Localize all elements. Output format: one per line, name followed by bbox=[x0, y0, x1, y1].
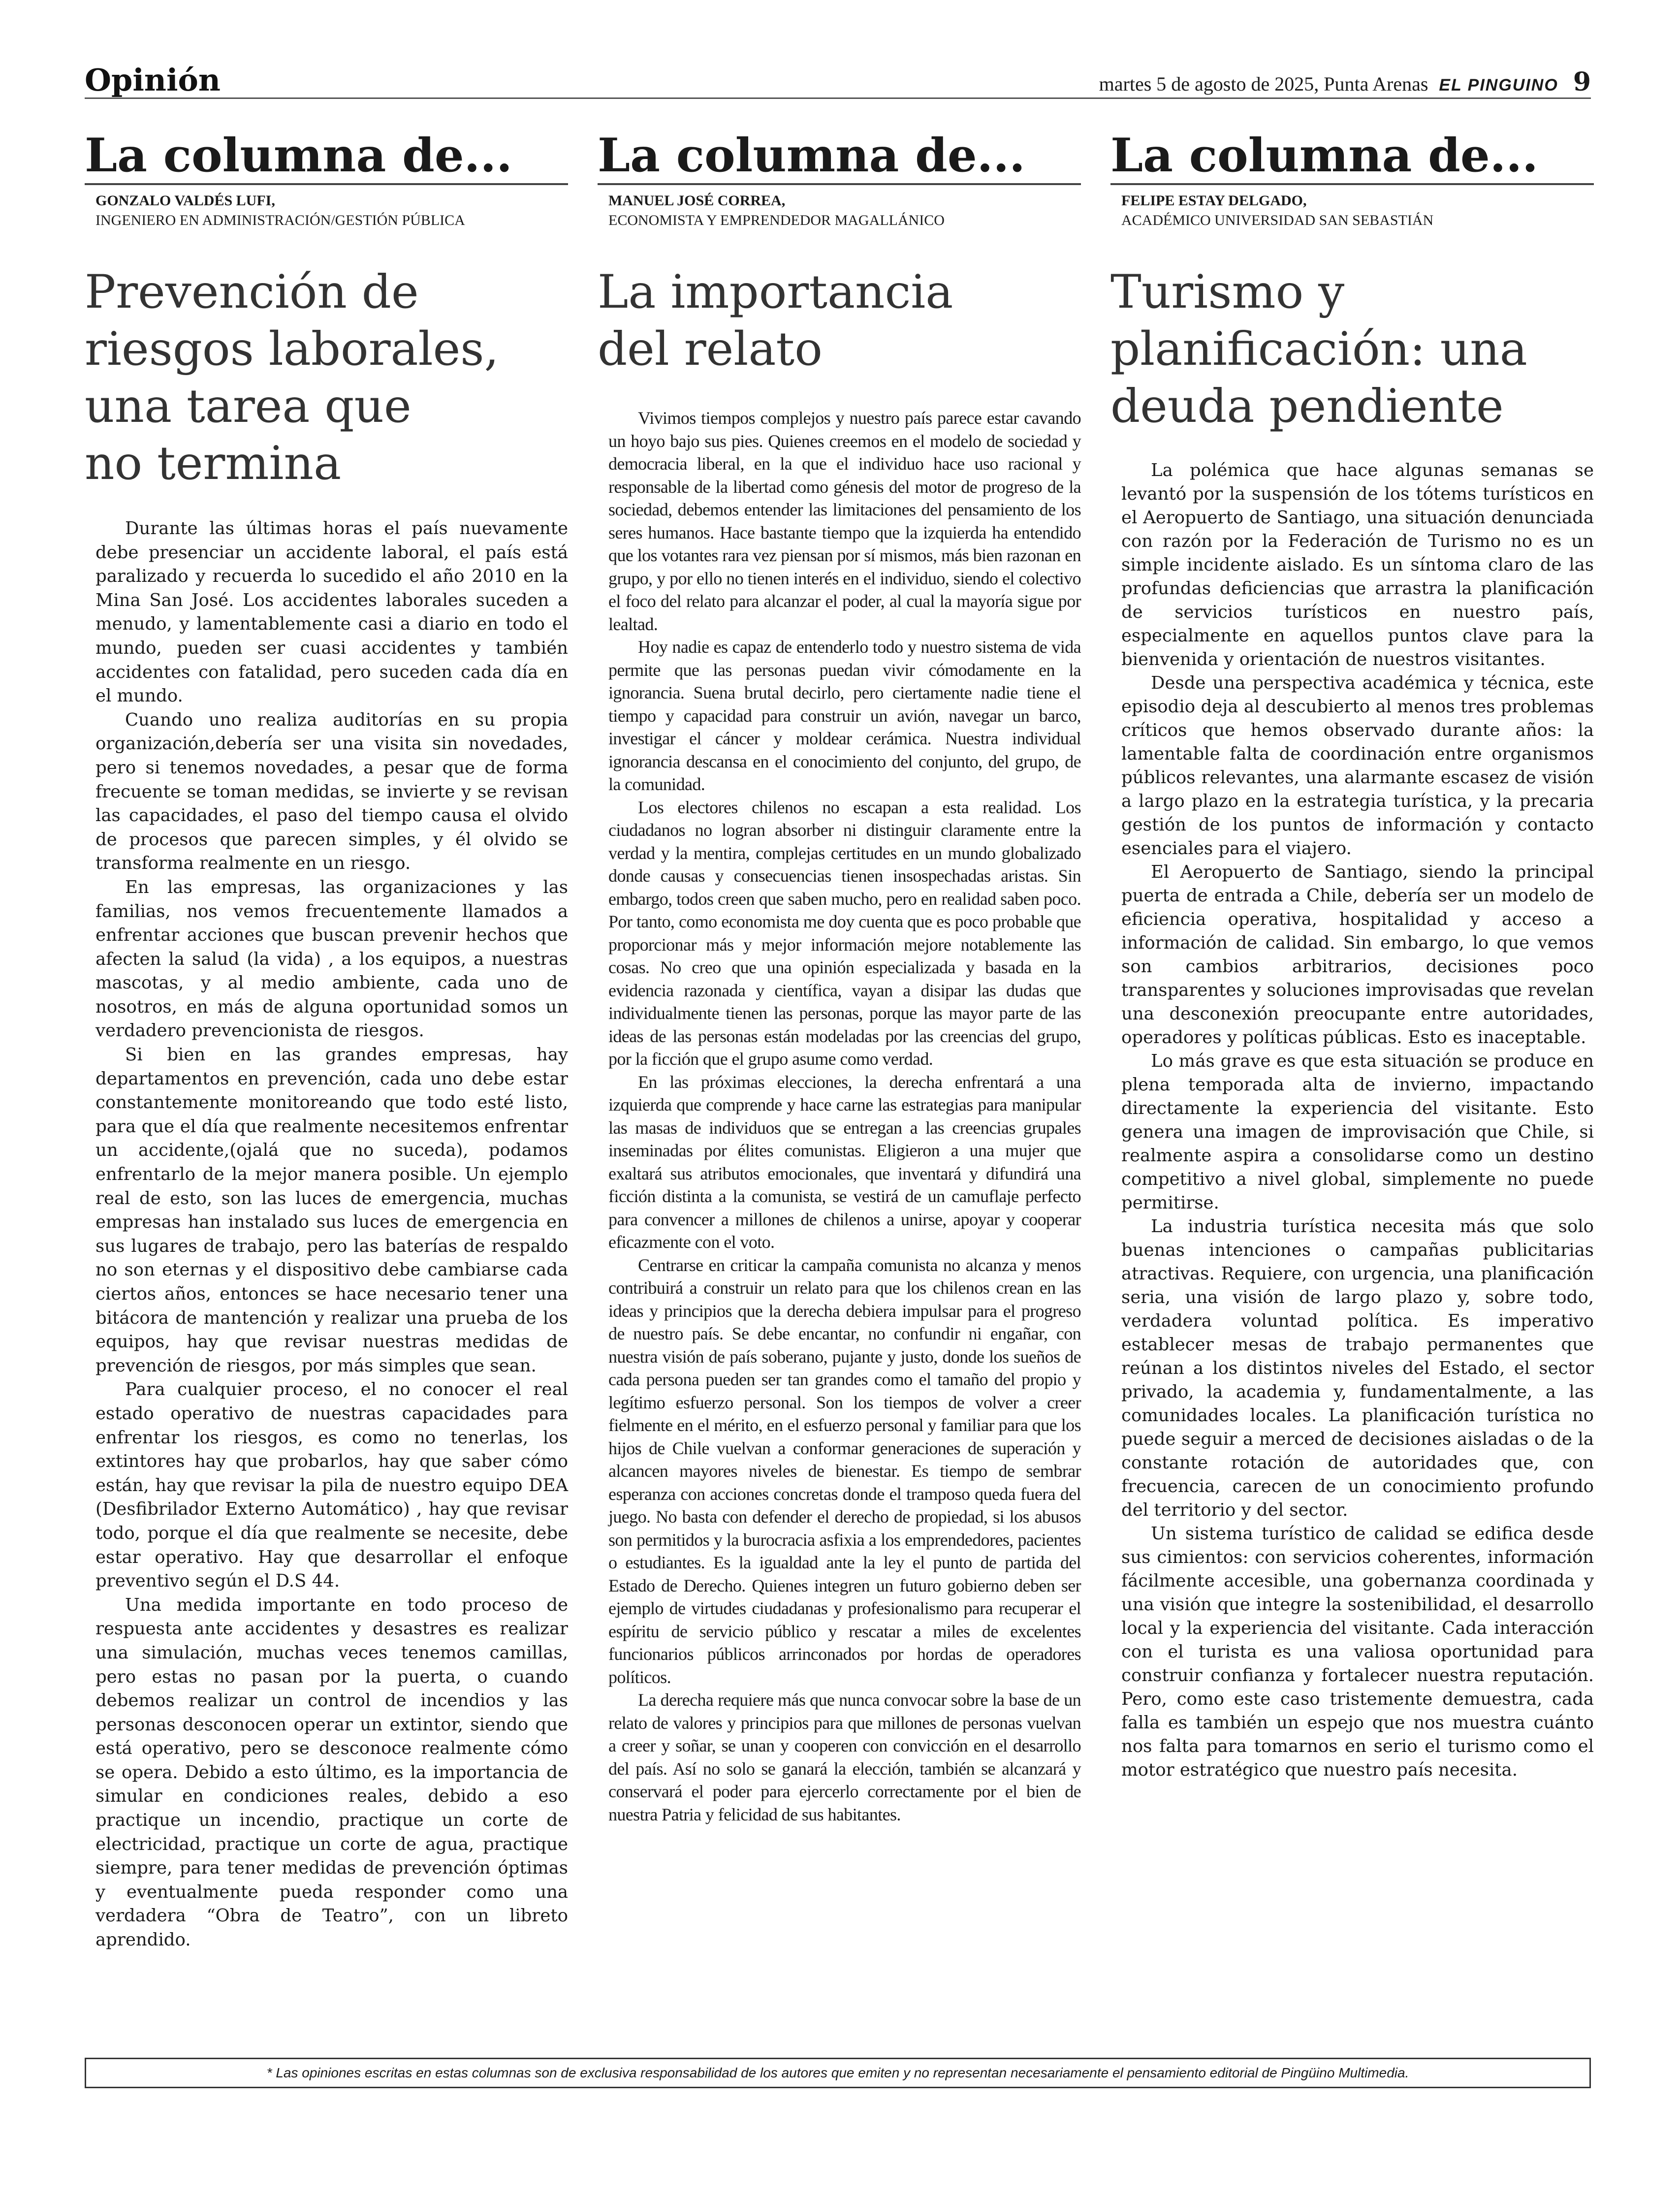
title-line: La importancia bbox=[598, 265, 953, 319]
author-role: ECONOMISTA Y EMPRENDEDOR MAGALLÁNICO bbox=[608, 212, 945, 228]
title-line: planificación: una bbox=[1110, 322, 1527, 376]
author-name: MANUEL JOSÉ CORREA, bbox=[608, 192, 786, 209]
body-paragraph: La industria turística necesita más que solo buenas intenciones o campañas publicitarias atractivas. Requiere, con urgencia, una planificación seria, una visión de largo plazo y, sobre todo, verdadera voluntad política. Es imperativo establecer mesas de trabajo permanentes que reúnan a los distintos niveles del Estado, el sector privado, la academia y, fundamentalmente, a las comunidades locales. La planificación turística no puede seguir a merced de decisiones aisladas o de la constante rotación de autoridades que, con frecuencia, carecen de un conocimiento profundo del territorio y del sector. bbox=[1121, 1216, 1594, 1520]
opinion-column-1 bbox=[85, 128, 568, 1952]
section-title: Opinión bbox=[85, 62, 221, 98]
article-body bbox=[1121, 459, 1594, 1782]
disclaimer-footnote: * Las opiniones escritas en estas columnas son de exclusiva responsabilidad de los autores que emiten y no representan necesariamente el pensamiento editorial de Pingüino Multimedia. bbox=[85, 2058, 1591, 2088]
author-name: FELIPE ESTAY DELGADO, bbox=[1121, 192, 1307, 209]
title-line: Prevención de bbox=[85, 265, 419, 319]
body-paragraph: Un sistema turístico de calidad se edifica desde sus cimientos: con servicios coherentes, información fácilmente accesible, una gobernanza coordinada y una visión que integre la sostenibilidad, el desarrollo local y la experiencia del visitante. Cada interacción con el turista es una valiosa oportunidad para construir confianza y fortalecer nuestra reputación. Pero, como este caso tristemente demuestra, cada falla es también un espejo que nos muestra cuánto nos falta para tomarnos en serio el turismo como el motor estratégico que nuestro país necesita. bbox=[1121, 1524, 1594, 1780]
title-line: deuda pendiente bbox=[1110, 380, 1504, 433]
author-role: INGENIERO EN ADMINISTRACIÓN/GESTIÓN PÚBLICA bbox=[95, 212, 465, 228]
body-paragraph: Cuando uno realiza auditorías en su propia organización,debería ser una visita sin novedades, pero si tenemos novedades, a pesar que de forma frecuente se toman medidas, se invierte y se revisan las capacidades, el paso del tiempo causa el olvido de procesos que parecen simples, y él olvido se transforma realmente en un riesgo. bbox=[95, 709, 568, 874]
issue-date: martes 5 de agosto de 2025, Punta Arenas bbox=[1099, 73, 1428, 95]
title-line: Turismo y bbox=[1110, 265, 1345, 319]
title-line: una tarea que bbox=[85, 380, 412, 433]
body-paragraph: La polémica que hace algunas semanas se levantó por la suspensión de los tótems turísticos en el Aeropuerto de Santiago, una situación denunciada con razón por la Federación de Turismo no es un simple incidente aislado. Es un síntoma claro de las profundas deficiencias que arrastra la planificación de servicios turísticos en nuestro país, especialmente en aquellos puntos clave para la bienvenida y orientación de nuestros visitantes. bbox=[1121, 460, 1594, 669]
body-paragraph: Durante las últimas horas el país nuevamente debe presenciar un accidente laboral, el país está paralizado y recuerda lo sucedido el año 2010 en la Mina San José. Los accidentes laborales suceden a menudo, y lamentablemente casi a diario en todo el mundo, pueden ser cuasi accidentes y también accidentes con fatalidad, pero suceden cada día en el mundo. bbox=[95, 518, 568, 706]
body-paragraph: Vivimos tiempos complejos y nuestro país parece estar cavando un hoyo bajo sus pies. Quienes creemos en el modelo de sociedad y democracia liberal, en la que el individuo hace uso racional y responsable de la libertad como génesis del motor de progreso de la sociedad, debemos entender las limitaciones del pensamiento de los seres humanos. Hace bastante tiempo que la izquierda ha entendido que los votantes rara vez piensan por sí mismos, más bien razonan en grupo, y por ello no tienen interés en el individuo, siendo el colectivo el foco del relato para alcanzar el poder, al cual la mayoría sigue por lealtad. bbox=[608, 408, 1081, 634]
title-line: no termina bbox=[85, 437, 342, 490]
body-paragraph: En las próximas elecciones, la derecha enfrentará a una izquierda que comprende y hace carne las estrategias para manipular las masas de individuos que se entregan a las creencias grupales inseminadas por élites comunistas. Eligieron a una mujer que exaltará sus atributos emocionales, que inventará y difundirá una ficción distinta a la comunista, se vestirá de un camuflaje perfecto para convencer a millones de chilenos a unirse, apoyar y cooperar eficazmente con el voto. bbox=[608, 1072, 1081, 1252]
body-paragraph: Centrarse en criticar la campaña comunista no alcanza y menos contribuirá a construir un relato para que los chilenos crean en las ideas y principios que la derecha debiera impulsar para el progreso de nuestro país. Se debe encantar, no confundir ni engañar, con nuestra visión de país soberano, pujante y justo, donde los sueños de cada persona pueden ser tan grandes como el tamaño del propio y legítimo esfuerzo personal. Son los tiempos de volver a creer fielmente en el mérito, en el esfuerzo personal y familiar para que los hijos de Chile vuelvan a conformar generaciones de superación y alcancen mayores niveles de bienestar. Es tiempo de sembrar esperanza con acciones concretas donde el tramposo queda fuera del juego. No basta con defender el derecho de propiedad, si los abusos son permitidos y la burocracia asfixia a los emprendedores, pacientes o estudiantes. Es la igualdad ante la ley el punto de partida del Estado de Derecho. Quienes integren un futuro gobierno deben ser ejemplo de virtudes ciudadanas y profesionalismo para recuperar el espíritu de servicio público y rescatar a miles de excelentes funcionarios públicos arrinconados por hordas de operadores políticos. bbox=[608, 1255, 1081, 1687]
body-paragraph: Desde una perspectiva académica y técnica, este episodio deja al descubierto al menos tres problemas críticos que hemos observado durante años: la lamentable falta de coordinación entre organismos públicos relevantes, una alarmante escasez de visión a largo plazo en la estrategia turística, y la precaria gestión de los puntos de información y contacto esenciales para el viajero. bbox=[1121, 673, 1594, 859]
column-heading: La columna de... bbox=[85, 128, 568, 185]
page-header bbox=[85, 63, 1591, 99]
body-paragraph: El Aeropuerto de Santiago, siendo la principal puerta de entrada a Chile, debería ser un modelo de eficiencia operativa, hospitalidad y acceso a información de calidad. Sin embargo, lo que vemos son cambios arbitrarios, decisiones poco transparentes y soluciones improvisadas que revelan una desconexión preocupante entre autoridades, operadores y políticas públicas. Esto es inaceptable. bbox=[1121, 862, 1594, 1048]
article-title bbox=[85, 264, 568, 492]
article-body bbox=[95, 517, 568, 1952]
body-paragraph: Los electores chilenos no escapan a esta realidad. Los ciudadanos no logran absorber ni distinguir claramente entre la verdad y la mentira, complejas certitudes en un mundo globalizado donde causas y consecuencias tienen insospechadas aristas. Sin embargo, todos creen que saben mucho, pero en realidad saben poco. Por tanto, como economista me doy cuenta que es poco probable que proporcionar más y mejor información mejore notablemente las cosas. No creo que una opinión especializada y basada en la evidencia razonada y científica, vayan a disipar las dudas que individualmente tienen las personas, porque las mayor parte de las ideas de las personas están modeladas por las creencias del grupo, por la ficción que el grupo asume como verdad. bbox=[608, 797, 1081, 1069]
article-title bbox=[1110, 264, 1594, 435]
body-paragraph: En las empresas, las organizaciones y las familias, nos vemos frecuentemente llamados a enfrentar acciones que buscan prevenir hechos que afecten la salud (la vida) , a los equipos, a nuestras mascotas, y al medio ambiente, cada uno de nosotros, en más de alguna oportunidad somos un verdadero prevencionista de riesgos. bbox=[95, 877, 568, 1041]
article-body bbox=[608, 407, 1081, 1826]
opinion-column-2 bbox=[598, 128, 1081, 1826]
body-paragraph: Lo más grave es que esta situación se produce en plena temporada alta de invierno, impactando directamente la experiencia del visitante. Esto genera una imagen de improvisación que Chile, si realmente aspira a consolidarse como un destino competitivo a nivel global, simplemente no puede permitirse. bbox=[1121, 1051, 1594, 1213]
title-line: riesgos laborales, bbox=[85, 322, 499, 376]
article-title bbox=[598, 264, 1081, 378]
title-line: del relato bbox=[598, 322, 823, 376]
body-paragraph: Una medida importante en todo proceso de respuesta ante accidentes y desastres es realizar una simulación, muchas veces tenemos camillas, pero estas no pasan por la puerta, o cuando debemos realizar un control de incendios y las personas desconocen operar un extintor, siendo que está operativo, pero se desconoce realmente cómo se opera. Debido a esto último, es la importancia de simular en condiciones reales, debido a eso practique un incendio, practique un corte de electricidad, practique un corte de agua, practique siempre, para tener medidas de prevención óptimas y eventualmente pueda responder como una verdadera “Obra de Teatro”, con un libreto aprendido. bbox=[95, 1594, 568, 1950]
body-paragraph: Para cualquier proceso, el no conocer el real estado operativo de nuestras capacidades para enfrentar los riesgos, es como no tenerlas, los extintores hay que probarlos, hay que saber cómo están, hay que revisar la pila de nuestro equipo DEA (Desfibrilador Externo Automático) , hay que revisar todo, porque el día que realmente se necesite, debe estar operativo. Hay que desarrollar el enfoque preventivo según el D.S 44. bbox=[95, 1379, 568, 1592]
column-heading: La columna de... bbox=[1110, 128, 1594, 185]
author-role: ACADÉMICO UNIVERSIDAD SAN SEBASTIÁN bbox=[1121, 212, 1434, 228]
body-paragraph: Si bien en las grandes empresas, hay departamentos en prevención, cada uno debe estar constantemente monitoreando que todo esté listo, para que el día que realmente necesitemos enfrentar un accidente,(ojalá que no suceda), podamos enfrentarlo de la mejor manera posible. Un ejemplo real de esto, son las luces de emergencia, muchas empresas han instalado sus luces de emergencia en sus lugares de trabajo, pero las baterías de respaldo no son eternas y el dispositivo debe cambiarse cada ciertos años, entonces se hace necesario tener una bitácora de mantención y realizar una prueba de los equipos, hay que revisar nuestras medidas de prevención de riesgos, por más simples que sean. bbox=[95, 1045, 568, 1376]
dateline bbox=[1099, 67, 1591, 97]
opinion-column-3 bbox=[1110, 128, 1594, 1782]
author-name: GONZALO VALDÉS LUFI, bbox=[95, 192, 275, 209]
newspaper-logo: EL PINGUINO bbox=[1439, 76, 1558, 95]
page-number: 9 bbox=[1573, 67, 1591, 97]
body-paragraph: La derecha requiere más que nunca convocar sobre la base de un relato de valores y principios para que millones de personas vuelvan a creer y soñar, se unan y cooperen con convicción en el desarrollo del país. Así no solo se ganará la elección, también se alcanzará y conservará el poder para ejercerlo correctamente por el bien de nuestra Patria y felicidad de sus habitantes. bbox=[608, 1690, 1081, 1824]
column-heading: La columna de... bbox=[598, 128, 1081, 185]
body-paragraph: Hoy nadie es capaz de entenderlo todo y nuestro sistema de vida permite que las personas puedan vivir cómodamente en la ignorancia. Suena brutal decirlo, pero ciertamente nadie tiene el tiempo y capacidad para construir un avión, navegar un barco, investigar el cáncer y moldear cerámica. Nuestra individual ignorancia descansa en el conocimiento del conjunto, del grupo, de la comunidad. bbox=[608, 637, 1081, 794]
